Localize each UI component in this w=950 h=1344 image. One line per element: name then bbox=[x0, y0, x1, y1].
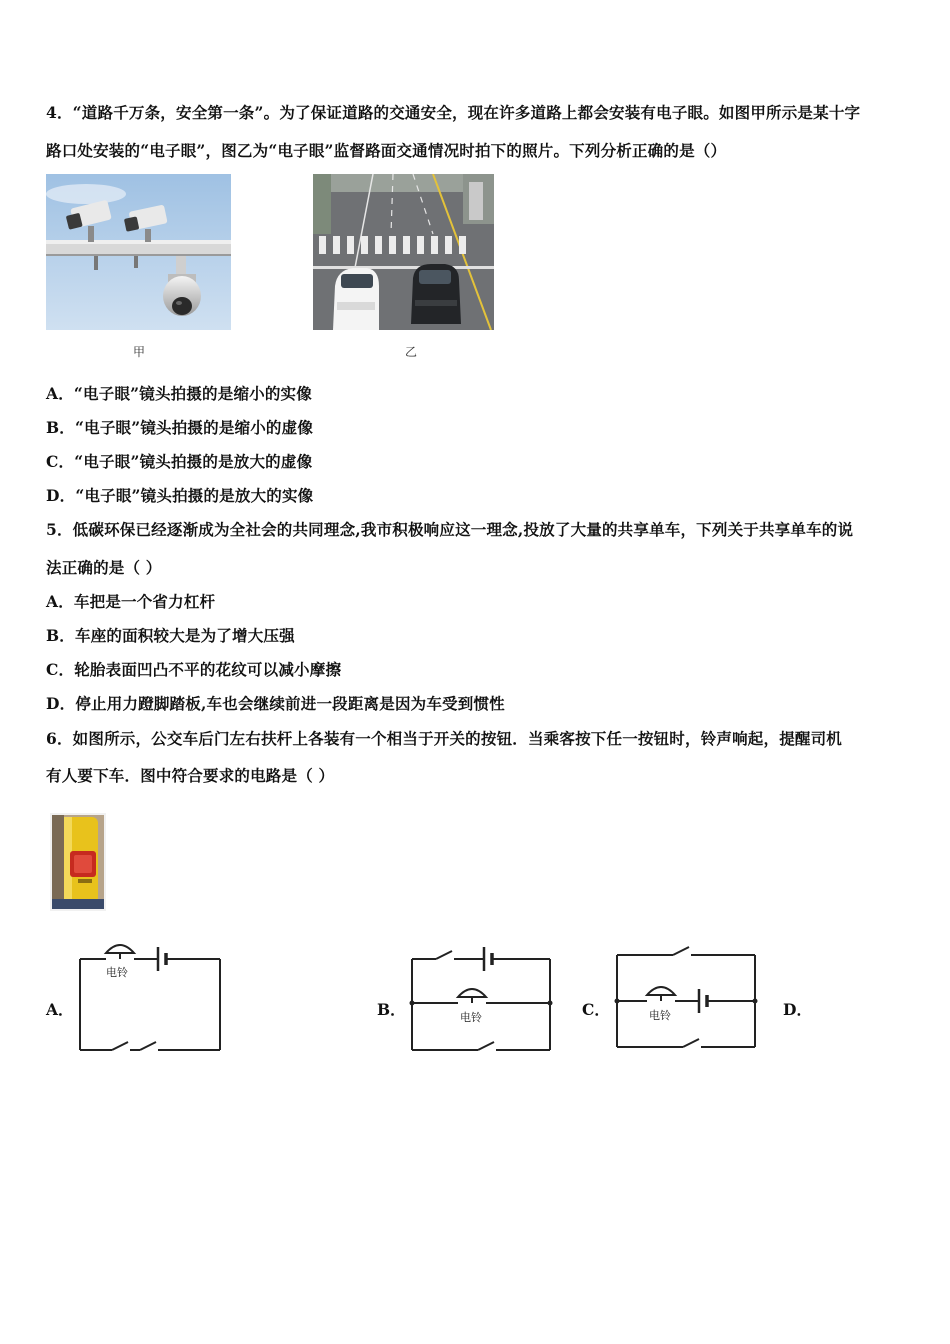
q5-option-c: C．轮胎表面凹凸不平的花纹可以减小摩擦 bbox=[46, 660, 342, 679]
q6-option-a-label: A． bbox=[46, 1000, 74, 1019]
q6-option-b-label: B． bbox=[377, 1000, 406, 1019]
photo-road-traffic bbox=[313, 174, 494, 330]
q4-option-a: A．“电子眼”镜头拍摄的是缩小的实像 bbox=[46, 384, 312, 403]
circuit-diagram-a bbox=[76, 933, 226, 1058]
q6-text-line1: 6．如图所示，公交车后门左右扶杆上各装有一个相当于开关的按钮．当乘客按下任一按钮时，铃声响起，提醒司机 bbox=[46, 729, 842, 748]
q5-text-line1: 5．低碳环保已经逐渐成为全社会的共同理念,我市积极响应这一理念,投放了大量的共享单车，下列关于共享单车的说 bbox=[46, 520, 854, 539]
q5-text-line2: 法正确的是（ ） bbox=[46, 558, 162, 577]
q4-text-line2: 路口处安装的“电子眼”，图乙为“电子眼”监督路面交通情况时拍下的照片。下列分析正确的是（） bbox=[46, 141, 727, 160]
q6-option-c-label: C． bbox=[582, 1000, 610, 1019]
q5-option-a: A．车把是一个省力杠杆 bbox=[46, 592, 216, 611]
caption-yi: 乙 bbox=[405, 345, 418, 359]
bell-label-b: 电铃 bbox=[460, 1011, 482, 1024]
q4-option-d: D．“电子眼”镜头拍摄的是放大的实像 bbox=[46, 486, 314, 505]
photo-bus-stop-button bbox=[50, 813, 106, 911]
caption-jia: 甲 bbox=[133, 345, 146, 359]
q4-option-b: B．“电子眼”镜头拍摄的是缩小的虚像 bbox=[46, 418, 314, 437]
q5-option-d: D．停止用力蹬脚踏板,车也会继续前进一段距离是因为车受到惯性 bbox=[46, 694, 505, 713]
circuit-diagram-c bbox=[613, 935, 761, 1055]
q6-text-line2: 有人要下车．图中符合要求的电路是（ ） bbox=[46, 766, 335, 785]
q5-option-b: B．车座的面积较大是为了增大压强 bbox=[46, 626, 295, 645]
q4-option-c: C．“电子眼”镜头拍摄的是放大的虚像 bbox=[46, 452, 313, 471]
q4-text-line1: 4．“道路千万条，安全第一条”。为了保证道路的交通安全，现在许多道路上都会安装有电子眼。如图甲所示是某十字 bbox=[46, 103, 861, 122]
bell-label-c: 电铃 bbox=[649, 1009, 671, 1022]
q6-option-d-label: D． bbox=[783, 1000, 812, 1019]
bell-label-a: 电铃 bbox=[106, 966, 128, 979]
photo-electronic-eye-cameras bbox=[46, 174, 231, 330]
circuit-diagram-b bbox=[408, 935, 556, 1057]
